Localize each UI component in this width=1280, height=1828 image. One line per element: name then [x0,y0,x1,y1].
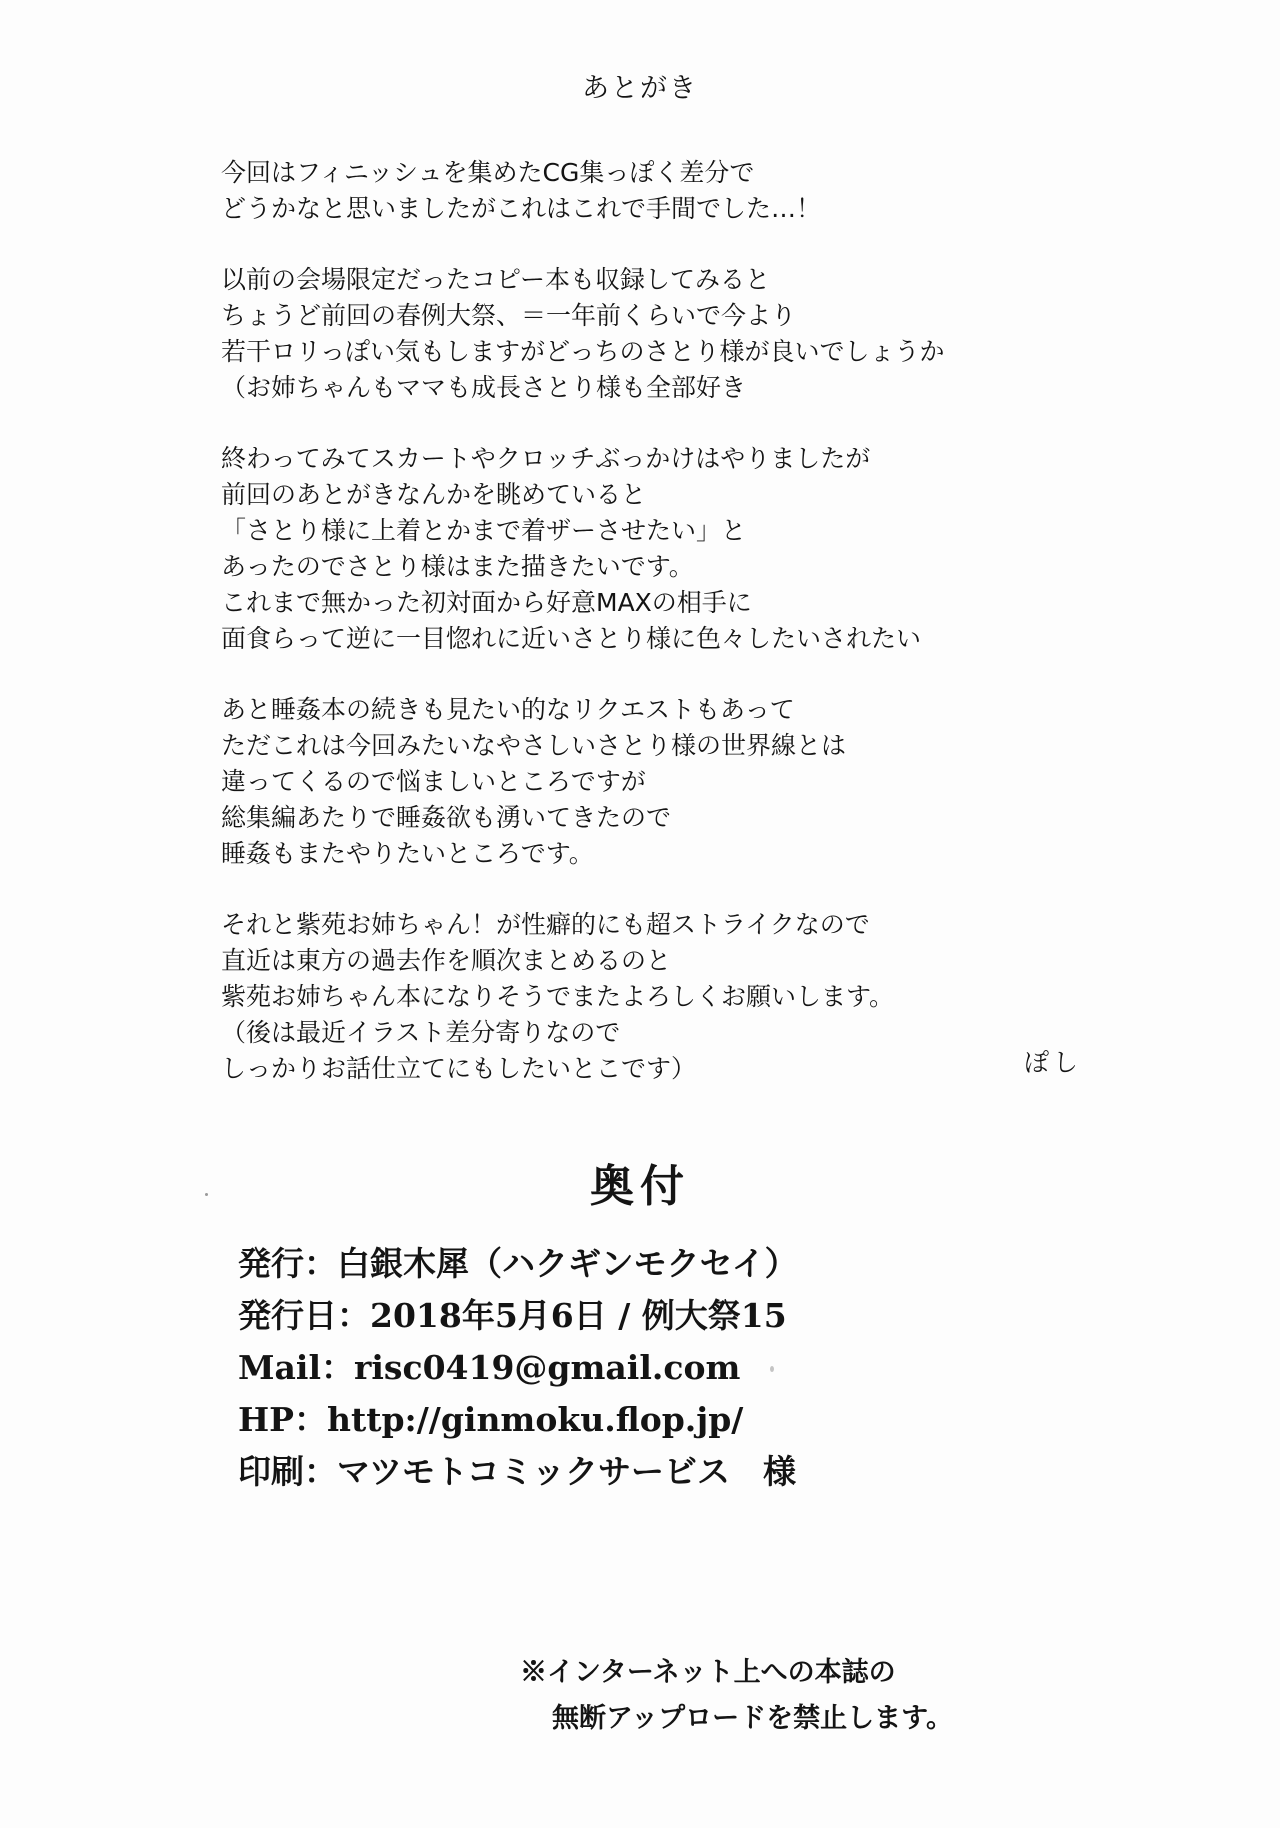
afterword-paragraph-2 [221,262,1101,406]
afterword-line: 「さとり様に上着とかまで着ザーさせたい」と [221,516,747,545]
afterword-line: （後は最近イラスト差分寄りなので [221,1018,621,1047]
mail-row: Mail：risc0419@gmail.com [238,1348,741,1387]
notice-line: 無断アップロードを禁止します。 [552,1703,953,1734]
afterword-line: 面食らって逆に一目惚れに近いさとり様に色々したいされたい [221,624,922,653]
colophon-block [238,1238,1058,1498]
afterword-line: ちょうど前回の春例大祭、＝一年前くらいで今より [221,301,797,330]
homepage-row: HP：http://ginmoku.flop.jp/ [238,1400,744,1439]
afterword-line: 紫苑お姉ちゃん本になりそうでまたよろしくお願いします。 [221,982,895,1011]
author-signature: ぽし [1024,1048,1083,1077]
afterword-line: 若干ロリっぽい気もしますがどっちのさとり様が良いでしょうか [221,337,945,366]
paper-speck [205,1193,208,1196]
afterword-line: 睡姦もまたやりたいところです。 [221,839,594,868]
afterword-line: 総集編あたりで睡姦欲も湧いてきたので [221,803,672,832]
afterword-paragraph-1 [221,155,1101,227]
publish-date-row: 発行日：2018年5月6日 / 例大祭15 [238,1296,787,1335]
afterword-line: あと睡姦本の続きも見たい的なリクエストもあって [221,695,795,724]
afterword-body [221,155,1101,1122]
afterword-line: あったのでさとり様はまた描きたいです。 [221,552,694,581]
afterword-paragraph-5 [221,907,1101,1087]
afterword-paragraph-3 [221,441,1101,657]
upload-prohibition-notice [520,1650,1080,1742]
afterword-line: 今回はフィニッシュを集めたCG集っぽく差分で [221,158,755,187]
afterword-line: 前回のあとがきなんかを眺めていると [221,480,647,509]
colophon-title: 奥付 [590,1161,690,1212]
afterword-line: 以前の会場限定だったコピー本も収録してみると [221,265,771,294]
afterword-line: これまで無かった初対面から好意MAXの相手に [221,588,752,617]
paper-speck [770,1366,774,1372]
printer-row: 印刷：マツモトコミックサービス 様 [238,1452,797,1491]
afterword-line: 違ってくるので悩ましいところですが [221,767,646,796]
afterword-title: あとがき [582,73,698,104]
notice-line: ※インターネット上への本誌の [520,1657,896,1688]
publisher-row: 発行：白銀木犀（ハクギンモクセイ） [238,1244,798,1283]
afterword-line: しっかりお話仕立てにもしたいとこです） [221,1054,697,1083]
afterword-line: それと紫苑お姉ちゃん！が性癖的にも超ストライクなので [221,910,870,939]
afterword-line: どうかなと思いましたがこれはこれで手間でした…！ [221,194,822,223]
afterword-line: 終わってみてスカートやクロッチぶっかけはやりましたが [221,444,871,473]
afterword-line: ただこれは今回みたいなやさしいさとり様の世界線とは [221,731,847,760]
afterword-line: （お姉ちゃんもママも成長さとり様も全部好き [221,373,747,402]
afterword-paragraph-4 [221,692,1101,872]
afterword-line: 直近は東方の過去作を順次まとめるのと [221,946,672,975]
